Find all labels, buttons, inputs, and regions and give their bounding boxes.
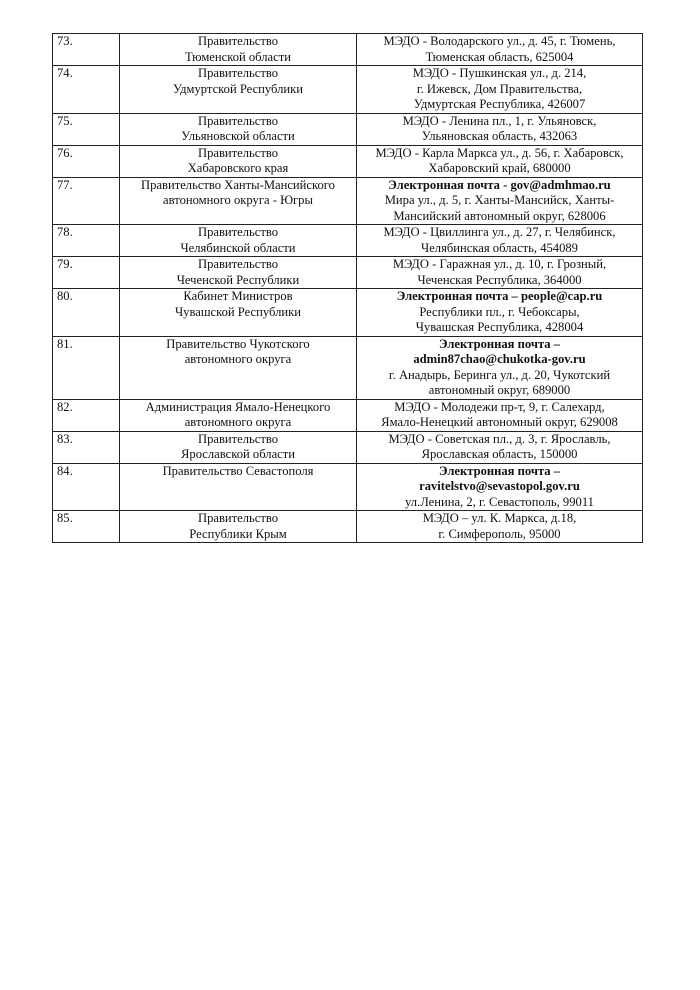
organization-name-line: Кабинет Министров <box>183 289 293 303</box>
row-number: 85. <box>53 511 120 543</box>
government-contacts-table <box>52 33 643 543</box>
organization-name-line: Правительство Ханты-Мансийского <box>141 177 335 192</box>
table-row <box>53 225 643 257</box>
table-row <box>53 463 643 511</box>
address-line: автономный округ, 689000 <box>428 383 571 397</box>
table-row <box>53 289 643 337</box>
row-number: 78. <box>53 225 120 257</box>
contact-address <box>357 177 643 225</box>
row-number: 77. <box>53 177 120 225</box>
contact-address <box>357 336 643 399</box>
address-line: МЭДО - Пушкинская ул., д. 214, <box>412 66 587 80</box>
organization-name-line: Чувашской Республики <box>175 304 301 319</box>
address-line: МЭДО - Гаражная ул., д. 10, г. Грозный, <box>392 257 607 271</box>
contact-address <box>357 431 643 463</box>
contact-address <box>357 34 643 66</box>
address-line: МЭДО - Ленина пл., 1, г. Ульяновск, <box>402 113 597 128</box>
table-row <box>53 511 643 543</box>
table-body <box>53 34 643 543</box>
address-line: Челябинская область, 454089 <box>421 240 578 255</box>
organization-name-line: Правительство <box>197 225 279 239</box>
organization-name-line: Хабаровского края <box>187 161 289 175</box>
address-line: МЭДО - Цвиллинга ул., д. 27, г. Челябинск, <box>383 225 616 239</box>
row-number: 75. <box>53 113 120 145</box>
table-row <box>53 431 643 463</box>
organization-name <box>120 257 357 289</box>
contact-address <box>357 225 643 257</box>
row-number: 76. <box>53 145 120 177</box>
organization-name <box>120 113 357 145</box>
organization-name-line: автономного округа <box>184 352 292 366</box>
organization-name-line: Правительство <box>197 511 279 525</box>
contact-address <box>357 511 643 543</box>
address-line: г. Анадырь, Беринга ул., д. 20, Чукотский <box>388 367 611 382</box>
address-line: г. Ижевск, Дом Правительства, <box>416 81 583 96</box>
organization-name <box>120 34 357 66</box>
organization-name-line: Правительство <box>197 34 279 48</box>
organization-name-line: Ульяновской области <box>181 129 295 143</box>
organization-name-line: Правительство <box>197 145 279 160</box>
table-row <box>53 145 643 177</box>
address-line: Мансийский автономный округ, 628006 <box>393 208 606 223</box>
address-line: Мира ул., д. 5, г. Ханты-Мансийск, Ханты- <box>384 193 615 207</box>
row-number: 73. <box>53 34 120 66</box>
organization-name <box>120 463 357 511</box>
address-line: Республики пл., г. Чебоксары, <box>419 304 580 319</box>
address-line: Ямало-Ненецкий автономный округ, 629008 <box>381 415 618 429</box>
address-line: г. Симферополь, 95000 <box>438 526 561 541</box>
organization-name <box>120 225 357 257</box>
organization-name-line: Администрация Ямало-Ненецкого <box>145 399 331 414</box>
organization-name <box>120 431 357 463</box>
table-row <box>53 257 643 289</box>
organization-name <box>120 289 357 337</box>
address-line: МЭДО - Карла Маркса ул., д. 56, г. Хабаровск, <box>375 145 624 160</box>
organization-name-line: Тюменской области <box>185 49 291 64</box>
address-line: МЭДО - Володарского ул., д. 45, г. Тюмень, <box>383 34 616 48</box>
organization-name-line: Чеченской Республики <box>176 272 300 287</box>
organization-name-line: Правительство <box>197 66 279 80</box>
address-line: ул.Ленина, 2, г. Севастополь, 99011 <box>405 494 594 509</box>
organization-name-line: Удмуртской Республики <box>172 81 304 96</box>
organization-name-line: Правительство Чукотского <box>166 336 310 351</box>
row-number: 79. <box>53 257 120 289</box>
contact-address <box>357 399 643 431</box>
address-line: Ярославская область, 150000 <box>421 447 578 461</box>
address-line: Тюменская область, 625004 <box>425 49 574 64</box>
email-line: Электронная почта – <box>438 463 561 478</box>
table-row <box>53 113 643 145</box>
row-number: 74. <box>53 66 120 114</box>
row-number: 82. <box>53 399 120 431</box>
table-row <box>53 177 643 225</box>
row-number: 80. <box>53 289 120 337</box>
email-line: admin87chao@chukotka-gov.ru <box>413 352 586 366</box>
email-line: ravitelstvo@sevastopol.gov.ru <box>419 479 580 493</box>
contact-address <box>357 66 643 114</box>
email-line: Электронная почта - gov@admhmao.ru <box>388 177 611 192</box>
email-line: Электронная почта – people@cap.ru <box>396 289 603 303</box>
organization-name <box>120 66 357 114</box>
address-line: Ульяновская область, 432063 <box>421 129 578 143</box>
contact-address <box>357 257 643 289</box>
row-number: 81. <box>53 336 120 399</box>
address-line: МЭДО – ул. К. Маркса, д.18, <box>422 511 577 525</box>
address-line: Хабаровский край, 680000 <box>428 161 571 175</box>
address-line: МЭДО - Советская пл., д. 3, г. Ярославль, <box>388 431 611 446</box>
organization-name <box>120 336 357 399</box>
table-row <box>53 66 643 114</box>
address-line: МЭДО - Молодежи пр-т, 9, г. Салехард, <box>394 399 605 414</box>
address-line: Удмуртская Республика, 426007 <box>413 97 586 111</box>
organization-name <box>120 145 357 177</box>
row-number: 83. <box>53 431 120 463</box>
email-line: Электронная почта – <box>438 336 561 351</box>
organization-name <box>120 399 357 431</box>
organization-name-line: автономного округа <box>184 415 292 429</box>
organization-name-line: Республики Крым <box>189 526 287 541</box>
organization-name-line: Правительство <box>197 431 279 446</box>
address-line: Чеченская Республика, 364000 <box>417 272 582 287</box>
organization-name <box>120 511 357 543</box>
contact-address <box>357 113 643 145</box>
organization-name-line: Правительство <box>197 113 279 128</box>
address-line: Чувашская Республика, 428004 <box>415 320 584 334</box>
organization-name-line: автономного округа - Югры <box>163 193 313 207</box>
row-number: 84. <box>53 463 120 511</box>
table-row <box>53 34 643 66</box>
table-row <box>53 399 643 431</box>
contact-address <box>357 463 643 511</box>
organization-name-line: Правительство Севастополя <box>162 463 314 478</box>
table-row <box>53 336 643 399</box>
contact-address <box>357 289 643 337</box>
contact-address <box>357 145 643 177</box>
organization-name-line: Правительство <box>197 257 279 271</box>
organization-name <box>120 177 357 225</box>
organization-name-line: Ярославской области <box>181 447 295 461</box>
organization-name-line: Челябинской области <box>180 240 296 255</box>
